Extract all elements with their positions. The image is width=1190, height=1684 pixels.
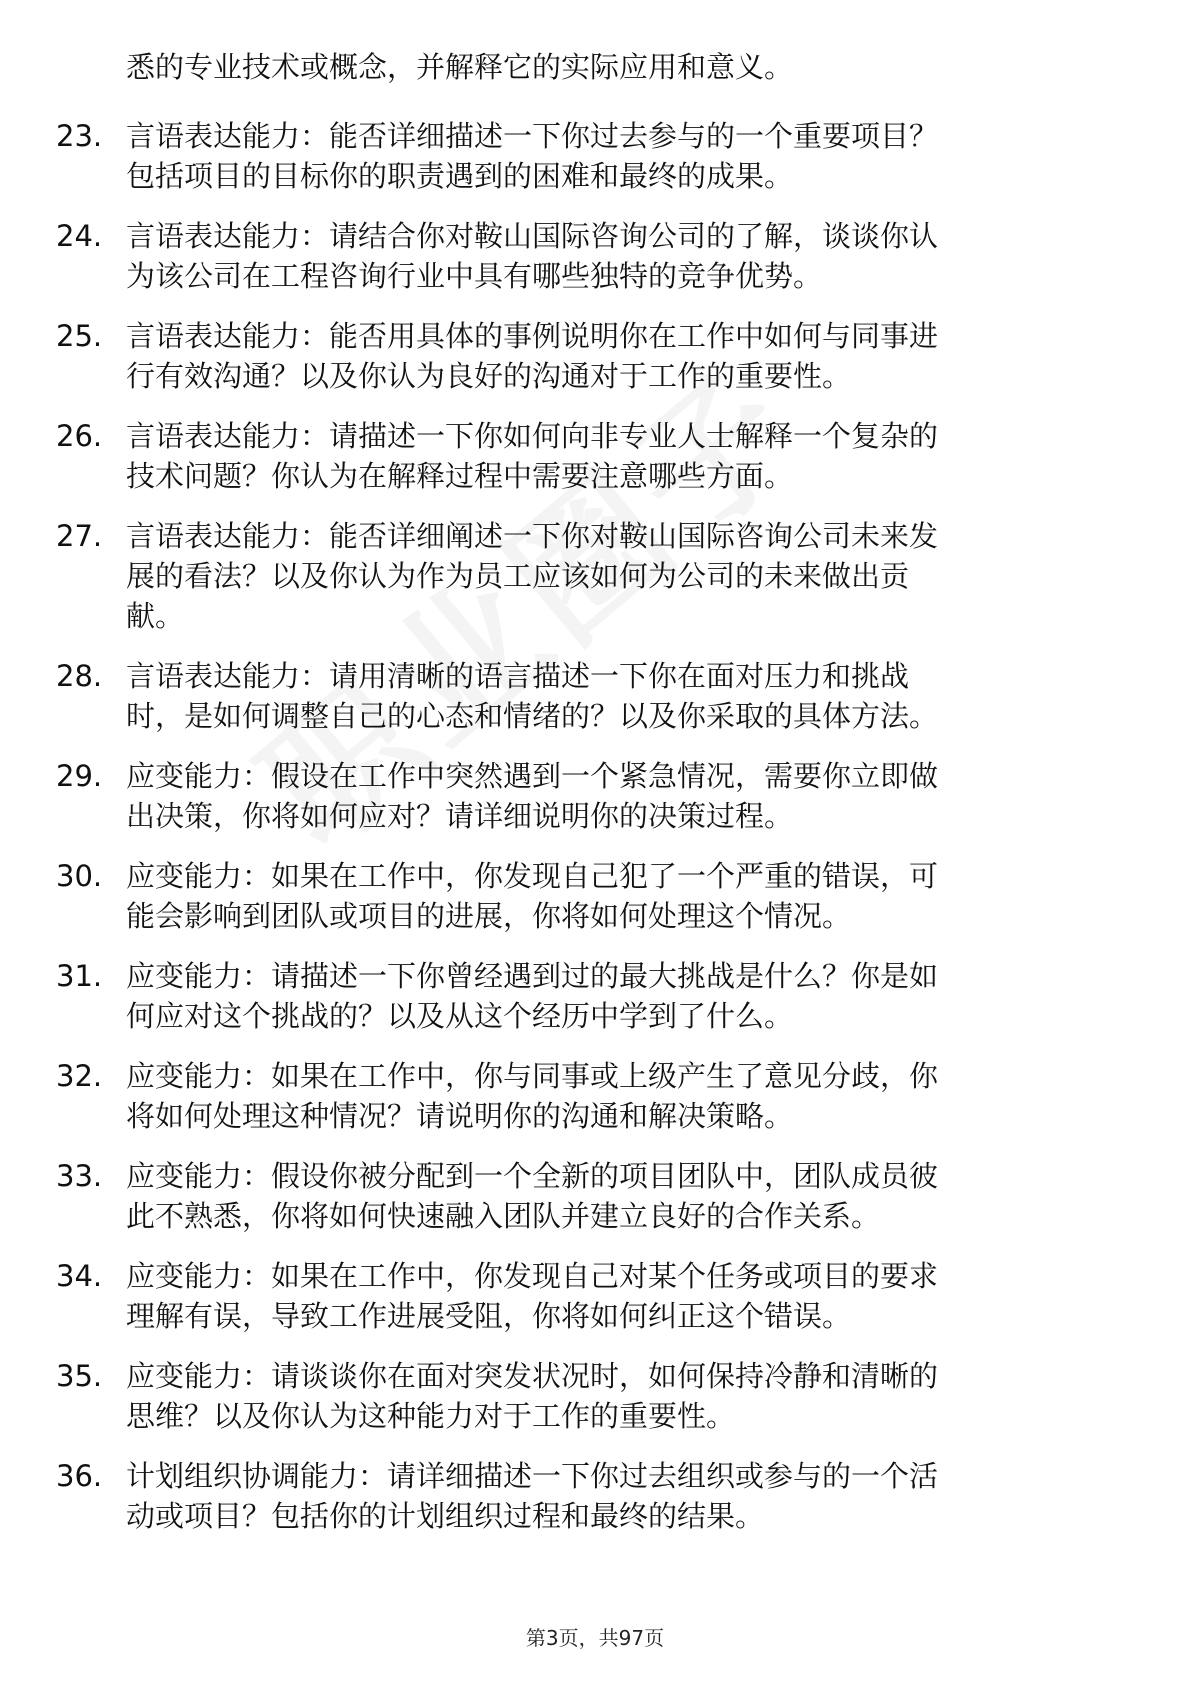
question-text-line: 思维？以及你认为这种能力对于工作的重要性。 [126, 1399, 736, 1433]
question-text-line: 应变能力：请描述一下你曾经遇到过的最大挑战是什么？你是如 [126, 959, 939, 993]
question-text [126, 1356, 1116, 1436]
question-text-line: 应变能力：假设你被分配到一个全新的项目团队中，团队成员彼 [126, 1159, 939, 1193]
question-number: 31. [56, 959, 103, 993]
question-item [0, 1356, 1190, 1436]
question-text [126, 1456, 1116, 1536]
question-text [126, 856, 1116, 936]
question-number: 28. [56, 659, 103, 693]
question-text-line: 包括项目的目标你的职责遇到的困难和最终的成果。 [126, 159, 794, 193]
question-text-line: 应变能力：如果在工作中，你与同事或上级产生了意见分歧，你 [126, 1059, 939, 1093]
question-text-line: 言语表达能力：能否用具体的事例说明你在工作中如何与同事进 [126, 319, 939, 353]
question-text-line: 技术问题？你认为在解释过程中需要注意哪些方面。 [126, 459, 794, 493]
page-footer: 第3页，共97页 [525, 1626, 665, 1650]
question-number: 35. [56, 1359, 103, 1393]
question-number: 29. [56, 759, 103, 793]
question-number: 32. [56, 1059, 103, 1093]
question-item [0, 216, 1190, 296]
question-text-line: 应变能力：如果在工作中，你发现自己犯了一个严重的错误，可 [126, 859, 939, 893]
question-text-line: 何应对这个挑战的？以及从这个经历中学到了什么。 [126, 999, 794, 1033]
question-item [0, 1456, 1190, 1536]
question-text-line: 此不熟悉，你将如何快速融入团队并建立良好的合作关系。 [126, 1199, 881, 1233]
question-text-line: 言语表达能力：请用清晰的语言描述一下你在面对压力和挑战 [126, 659, 910, 693]
question-text [126, 656, 1116, 736]
question-item [0, 116, 1190, 196]
question-text [126, 956, 1116, 1036]
question-item [0, 656, 1190, 736]
question-text [126, 1056, 1116, 1136]
question-text-line: 为该公司在工程咨询行业中具有哪些独特的竞争优势。 [126, 259, 823, 293]
question-text-line: 应变能力：请谈谈你在面对突发状况时，如何保持冷静和清晰的 [126, 1359, 939, 1393]
question-text [126, 216, 1116, 296]
question-text-line: 应变能力：如果在工作中，你发现自己对某个任务或项目的要求 [126, 1259, 939, 1293]
question-text-line: 行有效沟通？以及你认为良好的沟通对于工作的重要性。 [126, 359, 852, 393]
question-item [0, 416, 1190, 496]
continued-text: 悉的专业技术或概念，并解释它的实际应用和意义。 [126, 50, 794, 84]
question-text-line: 时，是如何调整自己的心态和情绪的？以及你采取的具体方法。 [126, 699, 939, 733]
question-text [126, 316, 1116, 396]
question-number: 27. [56, 519, 103, 553]
question-number: 23. [56, 119, 103, 153]
question-text [126, 116, 1116, 196]
question-item [0, 1056, 1190, 1136]
question-text-line: 言语表达能力：能否详细阐述一下你对鞍山国际咨询公司未来发 [126, 519, 939, 553]
question-number: 33. [56, 1159, 103, 1193]
question-text [126, 416, 1116, 496]
question-text-line: 言语表达能力：请结合你对鞍山国际咨询公司的了解，谈谈你认 [126, 219, 939, 253]
question-item [0, 516, 1190, 636]
question-text-line: 能会影响到团队或项目的进展，你将如何处理这个情况。 [126, 899, 852, 933]
question-number: 30. [56, 859, 103, 893]
question-text-line: 献。 [126, 599, 185, 633]
question-number: 24. [56, 219, 103, 253]
question-text-line: 出决策，你将如何应对？请详细说明你的决策过程。 [126, 799, 794, 833]
question-item [0, 856, 1190, 936]
question-number: 26. [56, 419, 103, 453]
question-text-line: 动或项目？包括你的计划组织过程和最终的结果。 [126, 1499, 765, 1533]
question-text [126, 756, 1116, 836]
question-item [0, 956, 1190, 1036]
question-text-line: 将如何处理这种情况？请说明你的沟通和解决策略。 [126, 1099, 794, 1133]
question-number: 34. [56, 1259, 103, 1293]
question-text [126, 1256, 1116, 1336]
question-number: 36. [56, 1459, 103, 1493]
question-item [0, 1156, 1190, 1236]
question-text [126, 1156, 1116, 1236]
question-number: 25. [56, 319, 103, 353]
question-text-line: 言语表达能力：能否详细描述一下你过去参与的一个重要项目？ [126, 119, 939, 153]
question-item [0, 316, 1190, 396]
question-text-line: 应变能力：假设在工作中突然遇到一个紧急情况，需要你立即做 [126, 759, 939, 793]
question-text-line: 理解有误，导致工作进展受阻，你将如何纠正这个错误。 [126, 1299, 852, 1333]
question-text-line: 展的看法？以及你认为作为员工应该如何为公司的未来做出贡 [126, 559, 910, 593]
question-item [0, 756, 1190, 836]
question-text-line: 计划组织协调能力：请详细描述一下你过去组织或参与的一个活 [126, 1459, 939, 1493]
question-text-line: 言语表达能力：请描述一下你如何向非专业人士解释一个复杂的 [126, 419, 939, 453]
question-item [0, 1256, 1190, 1336]
question-list [0, 116, 1190, 1556]
question-text [126, 516, 1116, 636]
